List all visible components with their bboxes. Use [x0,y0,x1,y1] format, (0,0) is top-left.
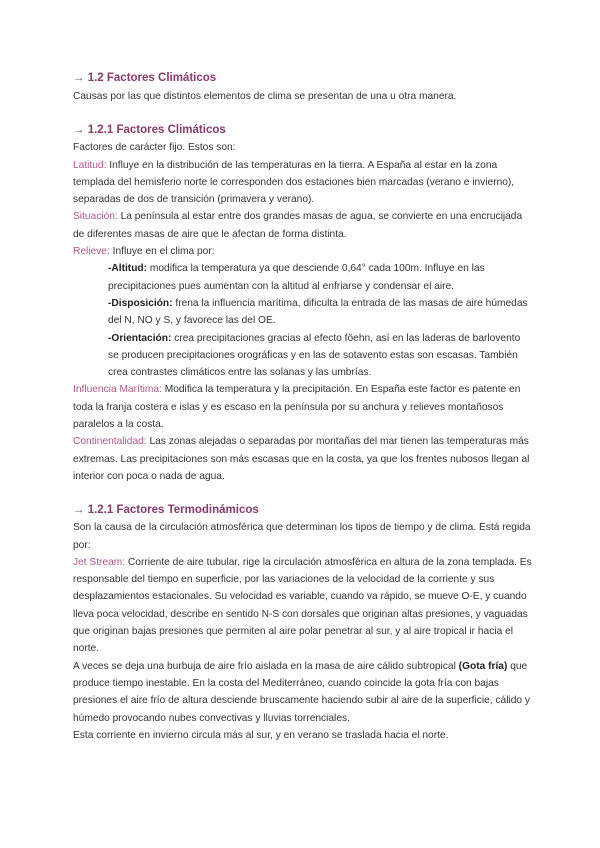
text-continentalidad: Las zonas alejadas o separadas por montañas del mar tienen las temperaturas más extremas. Las precipitaciones son más escasas que en la costa, ya que los frentes nubosos llegan al interior con poca o nada de agua. [73,436,530,482]
paragraph-altitud [73,260,533,295]
text-gota-pre: A veces se deja una burbuja de aire frío aislada en la masa de aire cálido subtropical [73,660,459,672]
text-jet-stream: Corriente de aire tubular, rige la circulación atmosférica en altura de la zona templada. Es responsable del tiempo en superficie, por las variaciones de la velocidad de la corriente y sus desplazamientos estacionales. Su velocidad es variable, cuando va rápido, se mueve O-E, y cuando lleva poca velocidad, describe en sentido N-S con dorsales que originan altas presiones, y vaguadas que originan bajas presiones que permiten al aire polar penetrar al sur, y al aire tropical ir hacia el norte. [73,556,532,655]
text-altitud: modifica la temperatura ya que desciende 0,64° cada 100m. Influye en las precipitaciones pues aumentan con la altitud al enfriarse y condensar el aire. [108,263,485,292]
paragraph-jet-stream [73,554,533,658]
term-continentalidad: Continentalidad: [73,436,147,448]
text-influencia-maritima: Modifica la temperatura y la precipitación. En España este factor es patente en toda la franja costera e islas y es escaso en la península por su anchura y relieves montañosos paralelos a la costa. [73,384,521,431]
term-jet-stream: Jet Stream: [73,556,126,568]
paragraph-continentalidad [73,433,533,485]
paragraph-influencia-maritima [73,381,533,433]
text-relieve: Influye en el clima por: [109,246,215,258]
section-heading: → 1.2.1 Factores Termodinámicos [73,504,259,517]
term-relieve: Relieve: [73,246,110,258]
section-heading: → 1.2 Factores Climáticos [73,72,217,84]
section-intro: Factores de carácter fijo. Estos son: [73,142,236,154]
paragraph-latitud [73,157,533,209]
text-situacion: La península al estar entre dos grandes masas de agua, se convierte en una encrucijada de diferentes masas de aire que le afectan de forma distinta. [73,211,523,240]
section-heading: → 1.2.1 Factores Climáticos [73,124,226,137]
text-latitud: Influye en la distribución de las temperaturas en la tierra. A España al estar en la zona templada del hemisferio norte le corresponden dos estaciones bien marcadas (verano e invierno), separadas de dos de transición (primavera y verano). [73,159,515,206]
paragraph-situacion [73,208,533,243]
term-disposicion: -Disposición: [108,297,173,309]
text-orientacion: crea precipitaciones gracias al efecto föehn, así en las laderas de barlovento se producen precipitaciones orográficas y en las de sotavento estas son escasas. También crea contrastes climáticos entre las solanas y las umbrías. [108,332,521,379]
section-factores-climaticos [73,70,533,105]
text-disposicion: frena la influencia marítima, dificulta la entrada de las masas de aire húmedas del N, NO y S, y favorece las del OE. [108,297,528,327]
paragraph-relieve [73,243,533,260]
paragraph-disposicion [73,295,533,330]
paragraph-gota-fria [73,658,533,727]
text-gota-post: que produce tiempo inestable. En la costa del Mediterráneo, cuando coincide la gota fría con bajas presiones el aire frío de altura desciende bruscamente haciendo subir al aire de la superficie, cálido y húmedo provocando nubes convectivas y lluvias torrenciales. [73,660,530,724]
document-page [73,70,533,744]
term-gota-fria: (Gota fría) [458,660,508,672]
paragraph-winter: Esta corriente en invierno circula más al sur, y en verano se traslada hacia el norte. [73,729,449,741]
term-situacion: Situación: [73,211,118,223]
term-altitud: -Altitud: [108,263,148,275]
term-latitud: Latitud: [73,159,107,171]
term-influencia-maritima: Influencia Marítima: [73,384,162,396]
section-factores-climaticos-fijos [73,122,533,485]
term-orientacion: -Orientación: [108,332,172,344]
paragraph-orientacion [73,330,533,382]
section-factores-termodinamicos [73,502,533,744]
section-intro: Causas por las que distintos elementos de clima se presentan de una u otra manera. [73,91,457,102]
section-intro: Son la causa de la circulación atmosférica que determinan los tipos de tiempo y de clima. Está regida por: [73,522,531,551]
